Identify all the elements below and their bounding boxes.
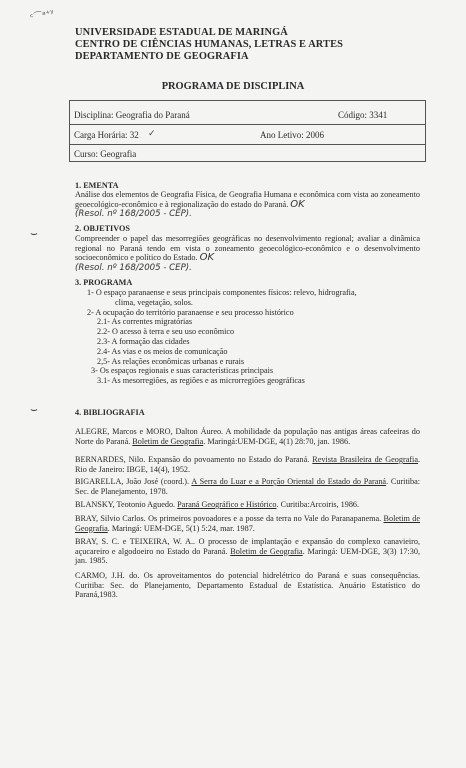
- page-title: PROGRAMA DE DISCIPLINA: [161, 81, 305, 92]
- section-heading-objetivos: 2. OBJETIVOS: [75, 224, 130, 233]
- program-subitem: 2,5- As relações econômicas urbanas e rurais: [97, 356, 245, 366]
- institution-header: [75, 27, 343, 63]
- program-subitem: 2.1- As correntes migratórias: [97, 317, 193, 327]
- academic-year-field: Ano Letivo: 2006: [260, 130, 324, 140]
- margin-mark: ⌣: [30, 226, 38, 240]
- section-heading-ementa: 1. EMENTA: [75, 181, 119, 190]
- bibliography-entry: BIGARELLA, João José (coord.). A Serra do Luar e a Porção Oriental do Estado do Paraná. Curitiba: Sec. de Planejamento, 1978.: [75, 477, 420, 496]
- course-field: Curso: Geografia: [74, 149, 137, 159]
- section-heading-bibliografia: 4. BIBLIOGRAFIA: [75, 408, 145, 417]
- handwritten-ok: OK: [290, 198, 305, 210]
- handwritten-ok: OK: [199, 252, 215, 264]
- program-item-1-cont: clima, vegetação, solos.: [115, 297, 193, 307]
- course-info-box: [69, 100, 426, 162]
- program-subitem: 2.3- A formação das cidades: [97, 336, 190, 346]
- center-name: CENTRO DE CIÊNCIAS HUMANAS, LETRAS E ARTES: [75, 39, 343, 50]
- university-name: UNIVERSIDADE ESTADUAL DE MARINGÁ: [75, 27, 288, 38]
- handwritten-resolution-note: (Resol. nº 168/2005 - CEP).: [75, 209, 192, 219]
- program-list: [87, 288, 420, 386]
- bibliography-entry: BRAY, S. C. e TEIXEIRA, W. A.. O processo de implantação e expansão do complexo canavieiro, açucareiro e algodoeiro no Estado do Paraná. Boletim de Geografia. Maringá: UEM-DGE, 3(3) 17:30, jan. 1985.: [75, 537, 420, 566]
- department-name: DEPARTAMENTO DE GEOGRAFIA: [75, 51, 249, 62]
- workload-field: Carga Horária: 32: [74, 130, 139, 140]
- program-item-1: 1- O espaço paranaense e seus principais componentes físicos: relevo, hidrografia,: [87, 288, 357, 297]
- margin-mark: ⌣: [30, 402, 38, 416]
- ementa-text: Análise dos elementos de Geografia Física, de Geografia Humana e econômica com vista ao zoneamento geoecológico-econômico e à regionalização do estado do Paraná. OK: [75, 190, 420, 210]
- bibliography-entry: CARMO, J.H. do. Os aproveitamentos do potencial hidrelétrico do Paraná e suas consequências. Curitiba: Sec. do Planejamento, Departamento Estadual de Estatística. Anuário Estatístico do Paraná,1983.: [75, 571, 420, 600]
- discipline-field: Disciplina: Geografia do Paraná: [74, 110, 190, 120]
- program-subitem: 2.2- O acesso à terra e seu uso econômico: [97, 327, 235, 337]
- bibliography-entry: BLANSKY, Teotonio Aguedo. Paraná Geográfico e Histórico. Curitiba:Arcoiris, 1986.: [75, 500, 360, 509]
- bibliography-entry: ALEGRE, Marcos e MORO, Dalton Áureo. A mobilidade da população nas antigas áreas cafeeiras do Norte do Paraná. Boletim de Geografia. Maringá:UEM-DGE, 4(1) 28:70, jan. 1986.: [75, 427, 420, 446]
- program-subitem: 3.1- As mesorregiões, as regiões e as microrregiões geográficas: [97, 376, 305, 386]
- bibliography-entry: BRAY, Silvio Carlos. Os primeiros povoadores e a posse da terra no Vale do Paranapanema. Boletim de Geografia. Maringá: UEM-DGE, 5(1) 5:24, mar. 1987.: [75, 514, 421, 533]
- code-field: Código: 3341: [338, 110, 388, 120]
- program-item-3: 3- Os espaços regionais e suas características principais: [91, 366, 274, 376]
- handwritten-scribble: ᶜ⌒ᵃ⁺ʸ: [29, 8, 56, 24]
- check-mark-icon: ✓: [148, 129, 156, 139]
- bibliography-entry: BERNARDES, Nilo. Expansão do povoamento no Estado do Paraná. Revista Brasileira de Geografia. Rio de Janeiro: IBGE, 14(4), 1952.: [75, 455, 421, 474]
- section-heading-programa: 3. PROGRAMA: [75, 278, 133, 287]
- handwritten-resolution-note: (Resol. nº 168/2005 - CEP).: [75, 263, 192, 273]
- program-subitem: 2.4- As vias e os meios de comunicação: [97, 346, 228, 356]
- objetivos-text: Compreender o papel das mesorregiões geográficas no desenvolvimento regional; avaliar a dinâmica regional no Paraná tendo em vista o zoneamento geoecológico-econômico e o desenvolvimento socioeconômico e político do Estado. OK: [75, 234, 420, 264]
- program-item-2: 2- A ocupação do território paranaense e seu processo histórico: [87, 307, 294, 317]
